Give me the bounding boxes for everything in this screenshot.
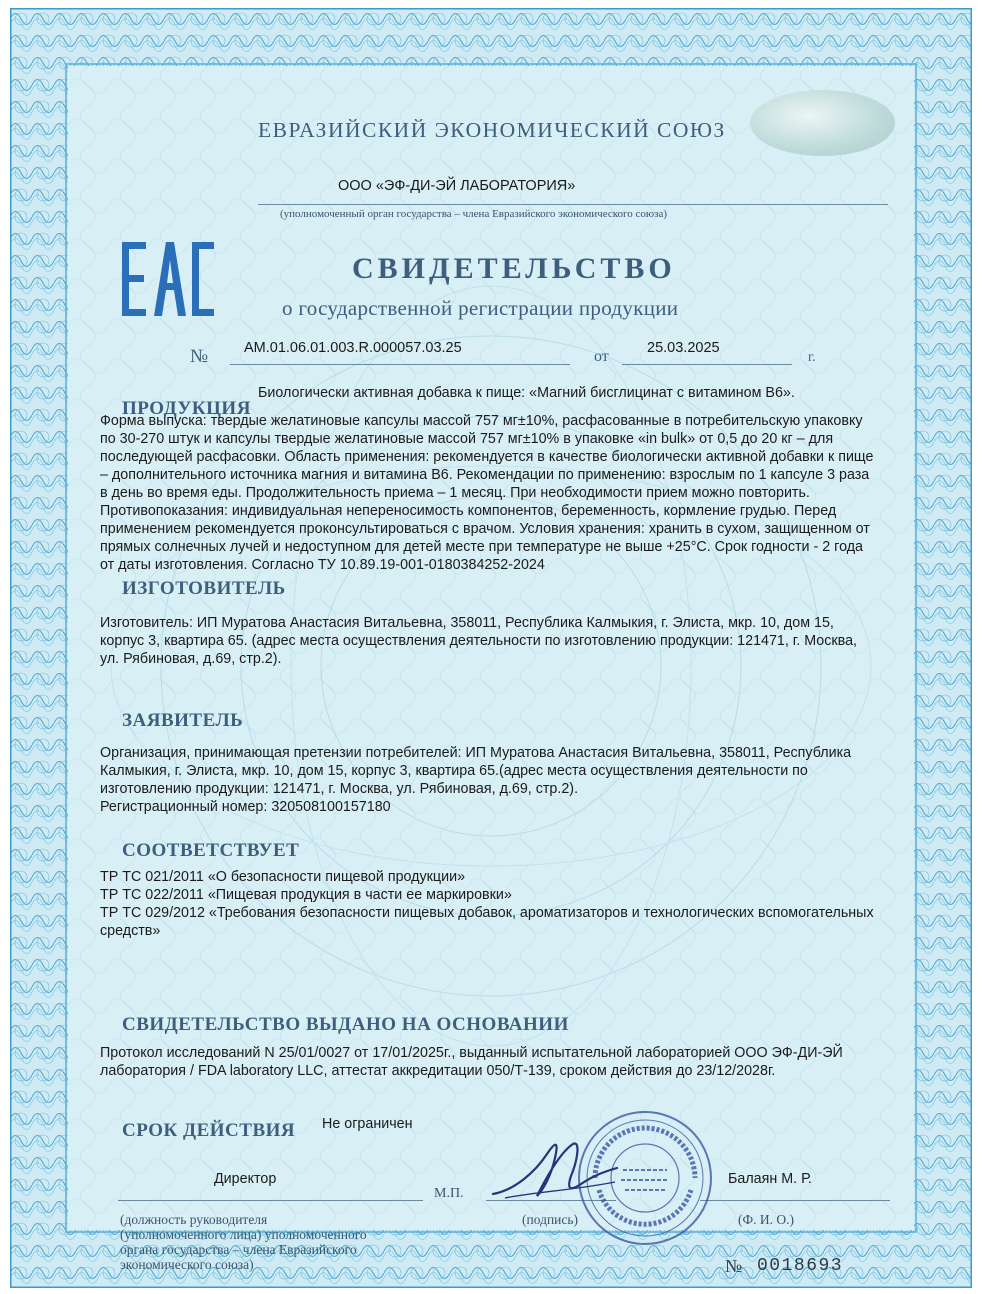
- serial-number-label: №: [725, 1256, 743, 1276]
- conforms-regulations: ТР ТС 021/2011 «О безопасности пищевой продукции» ТР ТС 022/2011 «Пищевая продукция в части ее маркировки» ТР ТС 029/2012 «Требования безопасности пищевых добавок, ароматизаторов и технологических вспомогательных средств»: [100, 869, 874, 939]
- applicant-details: Организация, принимающая претензии потребителей: ИП Муратова Анастасия Витальевна, 358011, Республика Калмыкия, г. Элиста, мкр. 10, дом 15, корпус 3, квартира 65.(адрес места осуществления деятельности по изготовлению продукции: 121471, г. Москва, ул. Рябиновая, д.69, стр.2). Регистрационный номер: 320508100157180: [100, 745, 852, 815]
- registration-number-label: №: [190, 346, 209, 367]
- validity-value: Не ограничен: [322, 1116, 413, 1132]
- date-from-label: от: [594, 348, 609, 365]
- organization-underline: [258, 204, 888, 205]
- position-underline: [118, 1200, 423, 1201]
- serial-number: 0018693: [757, 1256, 844, 1276]
- union-title: ЕВРАЗИЙСКИЙ ЭКОНОМИЧЕСКИЙ СОЮЗ: [258, 118, 726, 142]
- date-underline: [622, 364, 792, 365]
- certificate-title: СВИДЕТЕЛЬСТВО: [352, 252, 676, 285]
- signatory-name: Балаян М. Р.: [728, 1171, 812, 1187]
- registration-number: AM.01.06.01.003.R.000057.03.25: [244, 340, 462, 356]
- signatory-position: Директор: [214, 1171, 277, 1187]
- mp-label: М.П.: [434, 1186, 464, 1201]
- validity-heading: СРОК ДЕЙСТВИЯ: [122, 1120, 296, 1141]
- product-lead: Биологически активная добавка к пище: «Магний бисглицинат с витамином B6».: [258, 385, 795, 401]
- manufacturer-heading: ИЗГОТОВИТЕЛЬ: [122, 578, 286, 599]
- organization-caption: (уполномоченный орган государства – члена Евразийского экономического союза): [280, 208, 668, 220]
- basis-heading: СВИДЕТЕЛЬСТВО ВЫДАНО НА ОСНОВАНИИ: [122, 1014, 569, 1035]
- issuing-organization: ООО «ЭФ-ДИ-ЭЙ ЛАБОРАТОРИЯ»: [338, 178, 576, 194]
- signature-caption: (подпись): [522, 1212, 579, 1227]
- applicant-heading: ЗАЯВИТЕЛЬ: [122, 710, 244, 731]
- certificate-subtitle: о государственной регистрации продукции: [282, 296, 679, 320]
- product-description: Форма выпуска: твердые желатиновые капсулы массой 757 мг±10%, расфасованные в потребительскую упаковку по 30-270 штук и капсулы твердые желатиновые массой 757 мг±10% в упаковке «in bulk» от 0,5 до 20 кг – для последующей расфасовки. Область применения: рекомендуется в качестве биологически активной добавки к пище – дополнительного источника магния и витамина B6. Рекомендации по применению: взрослым по 1 капсуле 3 раза в день во время еды. Продолжительность приема – 1 месяц. При необходимости прием можно повторить. Противопоказания: индивидуальная непереносимость компонентов, беременность, кормление грудью. Перед применением рекомендуется проконсультироваться с врачом. Условия хранения: хранить в сухом, защищенном от прямых солнечных лучей и недоступном для детей месте при температуре не выше +25°С. Срок годности - 2 года от даты изготовления. Согласно ТУ 10.89.19-001-0180384252-2024: [100, 413, 874, 573]
- eac-logo: [122, 242, 214, 316]
- handwritten-signature: [485, 1132, 625, 1212]
- manufacturer-details: Изготовитель: ИП Муратова Анастасия Витальевна, 358011, Республика Калмыкия, г. Элиста, мкр. 10, дом 15, корпус 3, квартира 65. (адрес места осуществления деятельности по изготовлению продукции: 121471, г. Москва, ул. Рябиновая, д.69, стр.2).: [100, 615, 858, 667]
- basis-details: Протокол исследований N 25/01/0027 от 17/01/2025г., выданный испытательной лабораторией ООО ЭФ-ДИ-ЭЙ лаборатория / FDA laboratory LLC, аттестат аккредитации 050/Т-139, сроком действия до 23/12/2028г.: [100, 1045, 843, 1079]
- registration-number-underline: [230, 364, 570, 365]
- position-caption: (должность руководителя (уполномоченного лица) уполномоченного органа государства – члена Евразийского экономического союза): [120, 1212, 367, 1272]
- conforms-heading: СООТВЕТСТВУЕТ: [122, 840, 300, 861]
- registration-date: 25.03.2025: [647, 340, 720, 356]
- hologram-sticker: [750, 90, 895, 156]
- year-suffix: г.: [808, 350, 816, 365]
- product-heading: ПРОДУКЦИЯ: [122, 398, 251, 419]
- name-caption: (Ф. И. О.): [738, 1212, 795, 1227]
- name-underline: [700, 1200, 890, 1201]
